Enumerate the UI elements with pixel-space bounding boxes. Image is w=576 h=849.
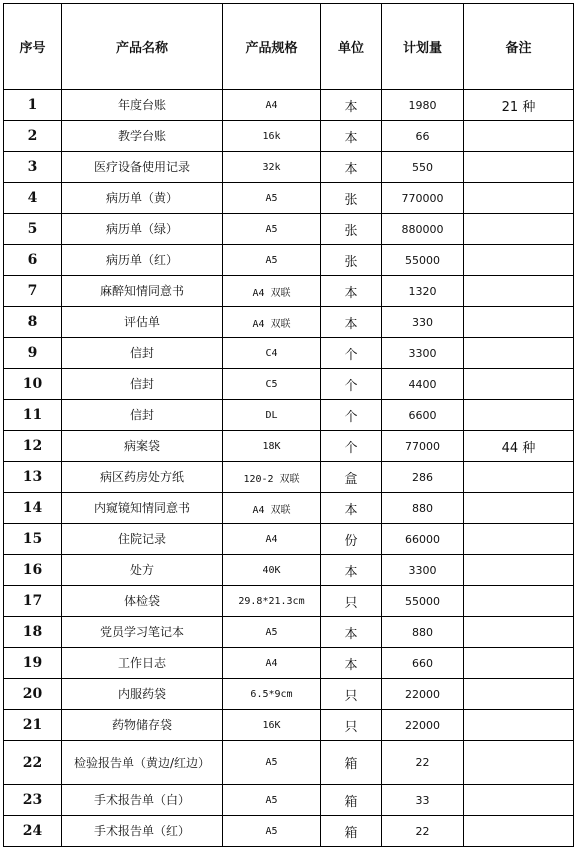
header-spec: 产品规格 bbox=[223, 4, 321, 90]
cell-note bbox=[464, 710, 574, 741]
table-row bbox=[4, 555, 574, 586]
cell-name: 病区药房处方纸 bbox=[62, 462, 223, 493]
cell-qty: 330 bbox=[382, 307, 464, 338]
header-unit: 单位 bbox=[321, 4, 382, 90]
header-note: 备注 bbox=[464, 4, 574, 90]
table-row bbox=[4, 121, 574, 152]
cell-qty: 3300 bbox=[382, 555, 464, 586]
cell-qty: 22 bbox=[382, 741, 464, 785]
cell-note bbox=[464, 586, 574, 617]
cell-note: 44 种 bbox=[464, 431, 574, 462]
cell-name: 体检袋 bbox=[62, 586, 223, 617]
cell-name: 信封 bbox=[62, 400, 223, 431]
cell-spec: A5 bbox=[223, 183, 321, 214]
table-row bbox=[4, 431, 574, 462]
cell-no: 7 bbox=[4, 276, 62, 307]
cell-qty: 33 bbox=[382, 785, 464, 816]
table-row bbox=[4, 338, 574, 369]
cell-spec: A4 bbox=[223, 524, 321, 555]
cell-spec: 32k bbox=[223, 152, 321, 183]
cell-spec: 18K bbox=[223, 431, 321, 462]
cell-spec: A5 bbox=[223, 741, 321, 785]
cell-name: 内服药袋 bbox=[62, 679, 223, 710]
cell-name: 处方 bbox=[62, 555, 223, 586]
cell-unit: 盒 bbox=[321, 462, 382, 493]
cell-spec: A4 双联 bbox=[223, 276, 321, 307]
table-row bbox=[4, 183, 574, 214]
cell-name: 年度台账 bbox=[62, 90, 223, 121]
cell-qty: 1320 bbox=[382, 276, 464, 307]
cell-unit: 本 bbox=[321, 555, 382, 586]
cell-name: 病案袋 bbox=[62, 431, 223, 462]
table-row bbox=[4, 648, 574, 679]
cell-note bbox=[464, 183, 574, 214]
cell-name: 病历单（红） bbox=[62, 245, 223, 276]
cell-spec: 16K bbox=[223, 710, 321, 741]
cell-name: 信封 bbox=[62, 369, 223, 400]
cell-spec: 29.8*21.3cm bbox=[223, 586, 321, 617]
table-row bbox=[4, 493, 574, 524]
cell-qty: 286 bbox=[382, 462, 464, 493]
cell-spec: C4 bbox=[223, 338, 321, 369]
cell-spec: 16k bbox=[223, 121, 321, 152]
cell-no: 21 bbox=[4, 710, 62, 741]
cell-unit: 箱 bbox=[321, 741, 382, 785]
cell-name: 评估单 bbox=[62, 307, 223, 338]
cell-qty: 550 bbox=[382, 152, 464, 183]
cell-unit: 份 bbox=[321, 524, 382, 555]
cell-qty: 3300 bbox=[382, 338, 464, 369]
cell-qty: 1980 bbox=[382, 90, 464, 121]
table-row bbox=[4, 617, 574, 648]
cell-qty: 66000 bbox=[382, 524, 464, 555]
cell-unit: 箱 bbox=[321, 785, 382, 816]
cell-spec: 6.5*9cm bbox=[223, 679, 321, 710]
cell-note bbox=[464, 214, 574, 245]
cell-name: 医疗设备使用记录 bbox=[62, 152, 223, 183]
header-row bbox=[4, 4, 574, 90]
cell-no: 23 bbox=[4, 785, 62, 816]
cell-unit: 只 bbox=[321, 679, 382, 710]
cell-no: 16 bbox=[4, 555, 62, 586]
cell-unit: 本 bbox=[321, 152, 382, 183]
header-no: 序号 bbox=[4, 4, 62, 90]
cell-unit: 本 bbox=[321, 648, 382, 679]
cell-note bbox=[464, 245, 574, 276]
cell-name: 药物储存袋 bbox=[62, 710, 223, 741]
cell-unit: 张 bbox=[321, 245, 382, 276]
table-row bbox=[4, 462, 574, 493]
cell-name: 检验报告单（黄边/红边） bbox=[62, 741, 223, 785]
cell-unit: 本 bbox=[321, 617, 382, 648]
cell-qty: 880 bbox=[382, 617, 464, 648]
table-row bbox=[4, 214, 574, 245]
cell-no: 4 bbox=[4, 183, 62, 214]
cell-name: 病历单（黄） bbox=[62, 183, 223, 214]
cell-unit: 只 bbox=[321, 710, 382, 741]
cell-no: 24 bbox=[4, 816, 62, 847]
cell-no: 12 bbox=[4, 431, 62, 462]
cell-unit: 只 bbox=[321, 586, 382, 617]
cell-qty: 55000 bbox=[382, 245, 464, 276]
cell-no: 15 bbox=[4, 524, 62, 555]
cell-spec: A5 bbox=[223, 214, 321, 245]
product-plan-table bbox=[3, 3, 574, 847]
cell-unit: 个 bbox=[321, 431, 382, 462]
cell-no: 17 bbox=[4, 586, 62, 617]
cell-qty: 6600 bbox=[382, 400, 464, 431]
cell-spec: A4 bbox=[223, 90, 321, 121]
cell-name: 住院记录 bbox=[62, 524, 223, 555]
table-row bbox=[4, 710, 574, 741]
cell-name: 麻醉知情同意书 bbox=[62, 276, 223, 307]
cell-no: 9 bbox=[4, 338, 62, 369]
cell-note bbox=[464, 617, 574, 648]
cell-spec: A4 双联 bbox=[223, 307, 321, 338]
cell-note bbox=[464, 338, 574, 369]
cell-note bbox=[464, 816, 574, 847]
cell-note bbox=[464, 524, 574, 555]
cell-spec: A5 bbox=[223, 245, 321, 276]
table-row bbox=[4, 816, 574, 847]
table-row bbox=[4, 679, 574, 710]
cell-unit: 个 bbox=[321, 400, 382, 431]
cell-note bbox=[464, 555, 574, 586]
cell-qty: 770000 bbox=[382, 183, 464, 214]
cell-no: 8 bbox=[4, 307, 62, 338]
cell-name: 信封 bbox=[62, 338, 223, 369]
cell-no: 10 bbox=[4, 369, 62, 400]
cell-note bbox=[464, 741, 574, 785]
cell-no: 22 bbox=[4, 741, 62, 785]
table-row bbox=[4, 524, 574, 555]
header-qty: 计划量 bbox=[382, 4, 464, 90]
cell-note bbox=[464, 785, 574, 816]
cell-qty: 4400 bbox=[382, 369, 464, 400]
cell-spec: DL bbox=[223, 400, 321, 431]
cell-unit: 本 bbox=[321, 90, 382, 121]
cell-no: 13 bbox=[4, 462, 62, 493]
cell-name: 手术报告单（红） bbox=[62, 816, 223, 847]
cell-no: 20 bbox=[4, 679, 62, 710]
table-row bbox=[4, 741, 574, 785]
cell-qty: 77000 bbox=[382, 431, 464, 462]
cell-no: 11 bbox=[4, 400, 62, 431]
cell-spec: 120-2 双联 bbox=[223, 462, 321, 493]
cell-note bbox=[464, 369, 574, 400]
cell-note bbox=[464, 307, 574, 338]
table-row bbox=[4, 245, 574, 276]
cell-unit: 个 bbox=[321, 338, 382, 369]
cell-spec: C5 bbox=[223, 369, 321, 400]
table-row bbox=[4, 90, 574, 121]
cell-no: 6 bbox=[4, 245, 62, 276]
cell-spec: A4 bbox=[223, 648, 321, 679]
cell-no: 3 bbox=[4, 152, 62, 183]
cell-spec: A4 双联 bbox=[223, 493, 321, 524]
table-header bbox=[4, 4, 574, 90]
cell-qty: 880000 bbox=[382, 214, 464, 245]
cell-unit: 本 bbox=[321, 493, 382, 524]
cell-unit: 张 bbox=[321, 214, 382, 245]
cell-unit: 本 bbox=[321, 307, 382, 338]
cell-note bbox=[464, 648, 574, 679]
cell-note bbox=[464, 121, 574, 152]
cell-unit: 本 bbox=[321, 276, 382, 307]
cell-note: 21 种 bbox=[464, 90, 574, 121]
cell-qty: 66 bbox=[382, 121, 464, 152]
table-row bbox=[4, 400, 574, 431]
cell-unit: 个 bbox=[321, 369, 382, 400]
cell-no: 1 bbox=[4, 90, 62, 121]
cell-unit: 箱 bbox=[321, 816, 382, 847]
cell-note bbox=[464, 276, 574, 307]
cell-no: 2 bbox=[4, 121, 62, 152]
cell-note bbox=[464, 679, 574, 710]
cell-note bbox=[464, 152, 574, 183]
table-row bbox=[4, 307, 574, 338]
cell-spec: A5 bbox=[223, 785, 321, 816]
table-body bbox=[4, 90, 574, 847]
cell-qty: 880 bbox=[382, 493, 464, 524]
cell-name: 手术报告单（白） bbox=[62, 785, 223, 816]
cell-qty: 22000 bbox=[382, 710, 464, 741]
cell-note bbox=[464, 462, 574, 493]
table-row bbox=[4, 785, 574, 816]
header-name: 产品名称 bbox=[62, 4, 223, 90]
cell-no: 5 bbox=[4, 214, 62, 245]
cell-unit: 张 bbox=[321, 183, 382, 214]
table-row bbox=[4, 369, 574, 400]
cell-no: 19 bbox=[4, 648, 62, 679]
cell-qty: 660 bbox=[382, 648, 464, 679]
cell-name: 党员学习笔记本 bbox=[62, 617, 223, 648]
cell-qty: 22000 bbox=[382, 679, 464, 710]
cell-name: 工作日志 bbox=[62, 648, 223, 679]
cell-spec: A5 bbox=[223, 617, 321, 648]
cell-note bbox=[464, 493, 574, 524]
cell-note bbox=[464, 400, 574, 431]
cell-spec: 40K bbox=[223, 555, 321, 586]
cell-spec: A5 bbox=[223, 816, 321, 847]
cell-name: 病历单（绿） bbox=[62, 214, 223, 245]
cell-qty: 55000 bbox=[382, 586, 464, 617]
cell-name: 教学台账 bbox=[62, 121, 223, 152]
table-row bbox=[4, 586, 574, 617]
cell-qty: 22 bbox=[382, 816, 464, 847]
cell-no: 14 bbox=[4, 493, 62, 524]
cell-no: 18 bbox=[4, 617, 62, 648]
cell-unit: 本 bbox=[321, 121, 382, 152]
table-row bbox=[4, 152, 574, 183]
cell-name: 内窥镜知情同意书 bbox=[62, 493, 223, 524]
table-row bbox=[4, 276, 574, 307]
